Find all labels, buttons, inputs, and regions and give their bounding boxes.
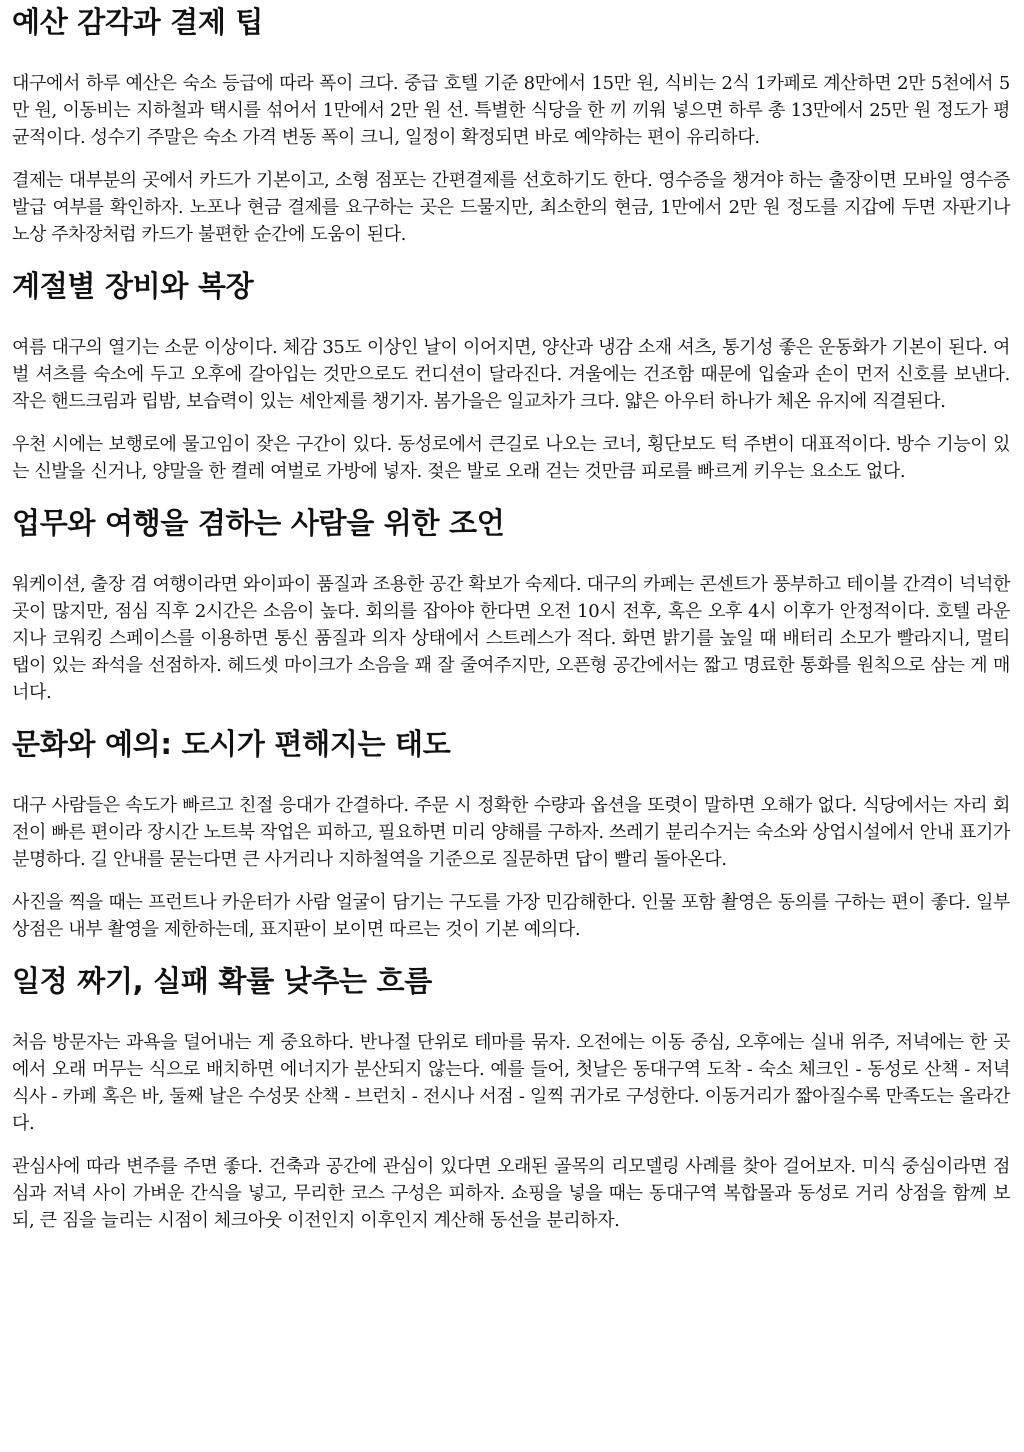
paragraph: 관심사에 따라 변주를 주면 좋다. 건축과 공간에 관심이 있다면 오래된 골목의 리모델링 사례를 찾아 걸어보자. 미식 중심이라면 점심과 저녁 사이 가벼운 간식을 넣고, 무리한 코스 구성은 피하자. 쇼핑을 넣을 때는 동대구역 복합몰과 동성로 거리 상점을 함께 보되, 큰 짐을 늘리는 시점이 체크아웃 이전인지 이후인지 계산해 동선을 분리하자. xyxy=(12,1156,1010,1231)
paragraph: 대구 사람들은 속도가 빠르고 친절 응대가 간결하다. 주문 시 정확한 수량과 옵션을 또렷이 말하면 오해가 없다. 식당에서는 자리 회전이 빠른 편이라 장시간 노트북 작업은 피하고, 필요하면 미리 양해를 구하자. 쓰레기 분리수거는 숙소와 상업시설에서 안내 표기가 분명하다. 길 안내를 묻는다면 큰 사거리나 지하철역을 기준으로 질문하면 답이 빨리 돌아온다. xyxy=(12,795,1010,870)
paragraph: 우천 시에는 보행로에 물고임이 잦은 구간이 있다. 동성로에서 큰길로 나오는 코너, 횡단보도 턱 주변이 대표적이다. 방수 기능이 있는 신발을 신거나, 양말을 한 켤레 여벌로 가방에 넣자. 젖은 발로 오래 걷는 것만큼 피로를 빠르게 키우는 요소도 없다. xyxy=(12,434,1010,482)
document-page xyxy=(0,4,1024,1234)
section-heading: 일정 짜기, 실패 확률 낮추는 흐름 xyxy=(12,964,432,998)
paragraph: 처음 방문자는 과욕을 덜어내는 게 중요하다. 반나절 단위로 테마를 묶자. 오전에는 이동 중심, 오후에는 실내 위주, 저녁에는 한 곳에서 오래 머무는 식으로 배치하면 에너지가 분산되지 않는다. 예를 들어, 첫날은 동대구역 도착 - 숙소 체크인 - 동성로 산책 - 저녁 식사 - 카페 혹은 바, 둘째 날은 수성못 산책 - 브런치 - 전시나 서점 - 일찍 귀가로 구성한다. 이동거리가 짧아질수록 만족도는 올라간다. xyxy=(12,1032,1010,1134)
section-work-travel xyxy=(12,505,1010,706)
paragraph: 대구에서 하루 예산은 숙소 등급에 따라 폭이 크다. 중급 호텔 기준 8만에서 15만 원, 식비는 2식 1카페로 계산하면 2만 5천에서 5만 원, 이동비는 지하철과 택시를 섞어서 1만에서 2만 원 선. 특별한 식당을 한 끼 끼워 넣으면 하루 총 13만에서 25만 원 정도가 평균적이다. 성수기 주말은 숙소 가격 변동 폭이 크니, 일정이 확정되면 바로 예약하는 편이 유리하다. xyxy=(12,73,1010,148)
paragraph: 여름 대구의 열기는 소문 이상이다. 체감 35도 이상인 날이 이어지면, 양산과 냉감 소재 셔츠, 통기성 좋은 운동화가 기본이 된다. 여벌 셔츠를 숙소에 두고 오후에 갈아입는 것만으로도 컨디션이 달라진다. 겨울에는 건조함 때문에 입술과 손이 먼저 신호를 보낸다. 작은 핸드크림과 립밤, 보습력이 있는 세안제를 챙기자. 봄가을은 일교차가 크다. 얇은 아우터 하나가 체온 유지에 직결된다. xyxy=(12,337,1010,412)
section-itinerary xyxy=(12,963,1010,1234)
section-culture-etiquette xyxy=(12,726,1010,943)
section-heading: 문화와 예의: 도시가 편해지는 태도 xyxy=(12,727,451,761)
section-budget-payment xyxy=(12,4,1010,248)
section-heading: 계절별 장비와 복장 xyxy=(12,269,254,303)
section-heading: 업무와 여행을 겸하는 사람을 위한 조언 xyxy=(12,506,505,540)
paragraph: 사진을 찍을 때는 프런트나 카운터가 사람 얼굴이 담기는 구도를 가장 민감해한다. 인물 포함 촬영은 동의를 구하는 편이 좋다. 일부 상점은 내부 촬영을 제한하는데, 표지판이 보이면 따르는 것이 기본 예의다. xyxy=(12,892,1010,940)
section-seasonal-gear xyxy=(12,268,1010,485)
paragraph: 워케이션, 출장 겸 여행이라면 와이파이 품질과 조용한 공간 확보가 숙제다. 대구의 카페는 콘센트가 풍부하고 테이블 간격이 넉넉한 곳이 많지만, 점심 직후 2시간은 소음이 높다. 회의를 잡아야 한다면 오전 10시 전후, 혹은 오후 4시 이후가 안정적이다. 호텔 라운지나 코워킹 스페이스를 이용하면 통신 품질과 의자 상태에서 스트레스가 적다. 화면 밝기를 높일 때 배터리 소모가 빨라지니, 멀티탭이 있는 좌석을 선점하자. 헤드셋 마이크가 소음을 꽤 잘 줄여주지만, 오픈형 공간에서는 짧고 명료한 통화를 원칙으로 삼는 게 매너다. xyxy=(12,574,1010,703)
section-heading: 예산 감각과 결제 팁 xyxy=(12,5,264,39)
paragraph: 결제는 대부분의 곳에서 카드가 기본이고, 소형 점포는 간편결제를 선호하기도 한다. 영수증을 챙겨야 하는 출장이면 모바일 영수증 발급 여부를 확인하자. 노포나 현금 결제를 요구하는 곳은 드물지만, 최소한의 현금, 1만에서 2만 원 정도를 지갑에 두면 자판기나 노상 주차장처럼 카드가 불편한 순간에 도움이 된다. xyxy=(12,170,1010,245)
